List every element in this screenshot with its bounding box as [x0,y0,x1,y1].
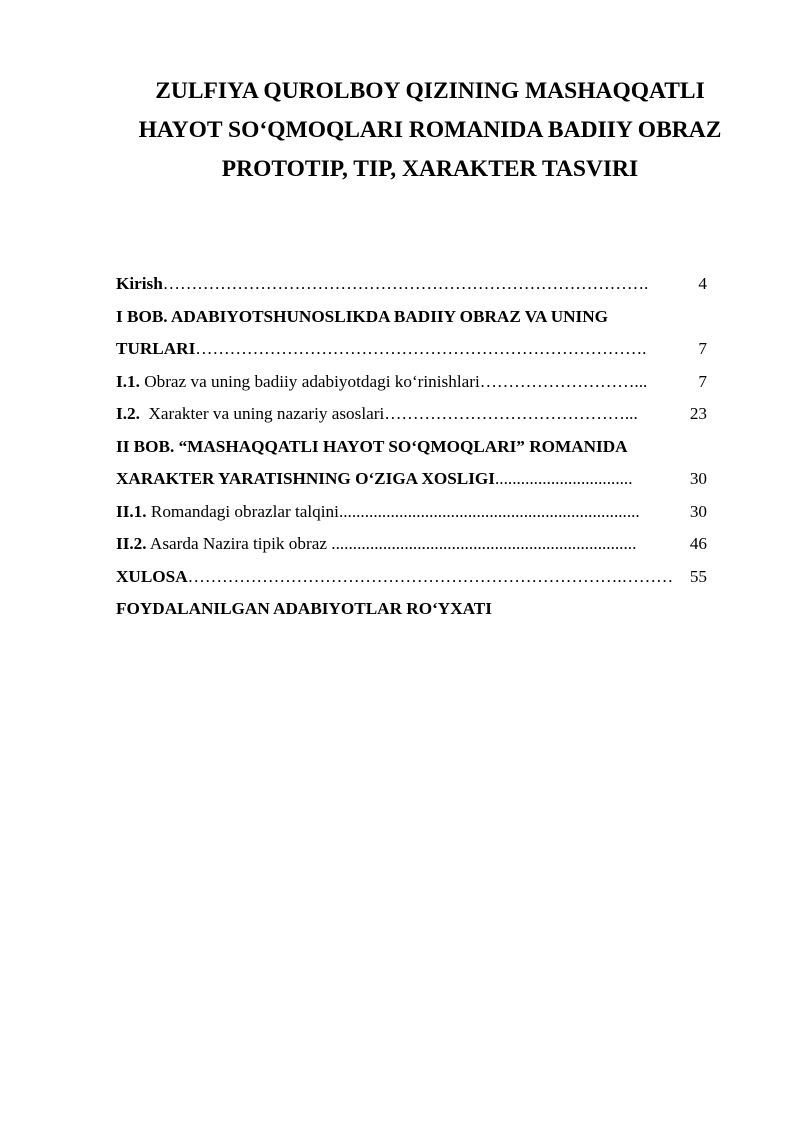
toc-entry-text: II BOB. “MASHAQQATLI HAYOT SO‘QMOQLARI” ROMANIDA [116,436,628,456]
toc-page-number: 7 [698,371,707,391]
toc-entry-text: FOYDALANILGAN ADABIYOTLAR RO‘YXATI [116,599,492,618]
toc-page-number: 23 [689,404,707,423]
toc-entry-section-1-1 [116,366,707,399]
toc-leader: ………………………………………………………………….……… [187,566,674,586]
toc-entry-text: Obraz va uning badiiy adabiyotdagi ko‘rinishlari [139,371,480,391]
toc-leader: ……………………………………... [384,404,638,423]
toc-page-number: 4 [698,274,707,293]
toc-entry-chapter-1-line-2 [116,333,707,366]
toc-entry-section-2-2 [116,528,707,561]
title-line-1: ZULFIYA QUROLBOY QIZINING MASHAQQATLI [155,78,705,104]
table-of-contents [116,268,707,626]
document-title [100,72,760,189]
toc-leader: ………………………... [479,371,648,391]
toc-page-number: 30 [689,469,707,488]
toc-entry-text: XULOSA [116,566,188,586]
toc-leader: …………………………………………………………………………. [162,274,649,293]
toc-entry-section-1-2 [116,398,707,431]
toc-entry-xulosa [116,561,707,594]
toc-entry-text: Xarakter va uning nazariy asoslari [139,404,385,423]
toc-entry-section-2-1 [116,496,707,529]
toc-entry-bibliography [116,593,707,626]
toc-section-number: II.2. [116,534,147,553]
toc-leader: ................................ [495,469,633,488]
toc-page-number: 55 [689,566,707,586]
toc-entry-text: XARAKTER YARATISHNING O‘ZIGA XOSLIGI [116,469,495,488]
title-line-3: PROTOTIP, TIP, XARAKTER TASVIRI [221,156,639,182]
toc-entry-text: Romandagi obrazlar talqini [146,501,339,521]
toc-entry-chapter-2-line-2 [116,463,707,496]
toc-entry-text: I BOB. ADABIYOTSHUNOSLIKDA BADIIY OBRAZ VA UNING [116,306,609,326]
toc-leader: ...................................................................... [338,501,640,521]
toc-leader: ……………………………………………………………………. [195,339,647,358]
toc-page-number: 7 [698,339,707,358]
toc-leader: ....................................................................... [331,534,637,553]
toc-entry-chapter-1-line-1 [116,301,707,334]
toc-entry-text: Kirish [116,274,163,293]
title-line-2: HAYOT SO‘QMOQLARI ROMANIDA BADIIY OBRAZ [138,117,722,143]
toc-entry-text: Asarda Nazira tipik obraz [146,534,332,553]
toc-entry-kirish [116,268,707,301]
toc-page-number: 46 [689,534,707,553]
toc-entry-text: TURLARI [116,339,196,358]
toc-section-number: I.1. [116,371,140,391]
toc-entry-chapter-2-line-1 [116,431,707,464]
toc-section-number: II.1. [116,501,147,521]
toc-page-number: 30 [689,501,707,521]
toc-section-number: I.2. [116,404,140,423]
